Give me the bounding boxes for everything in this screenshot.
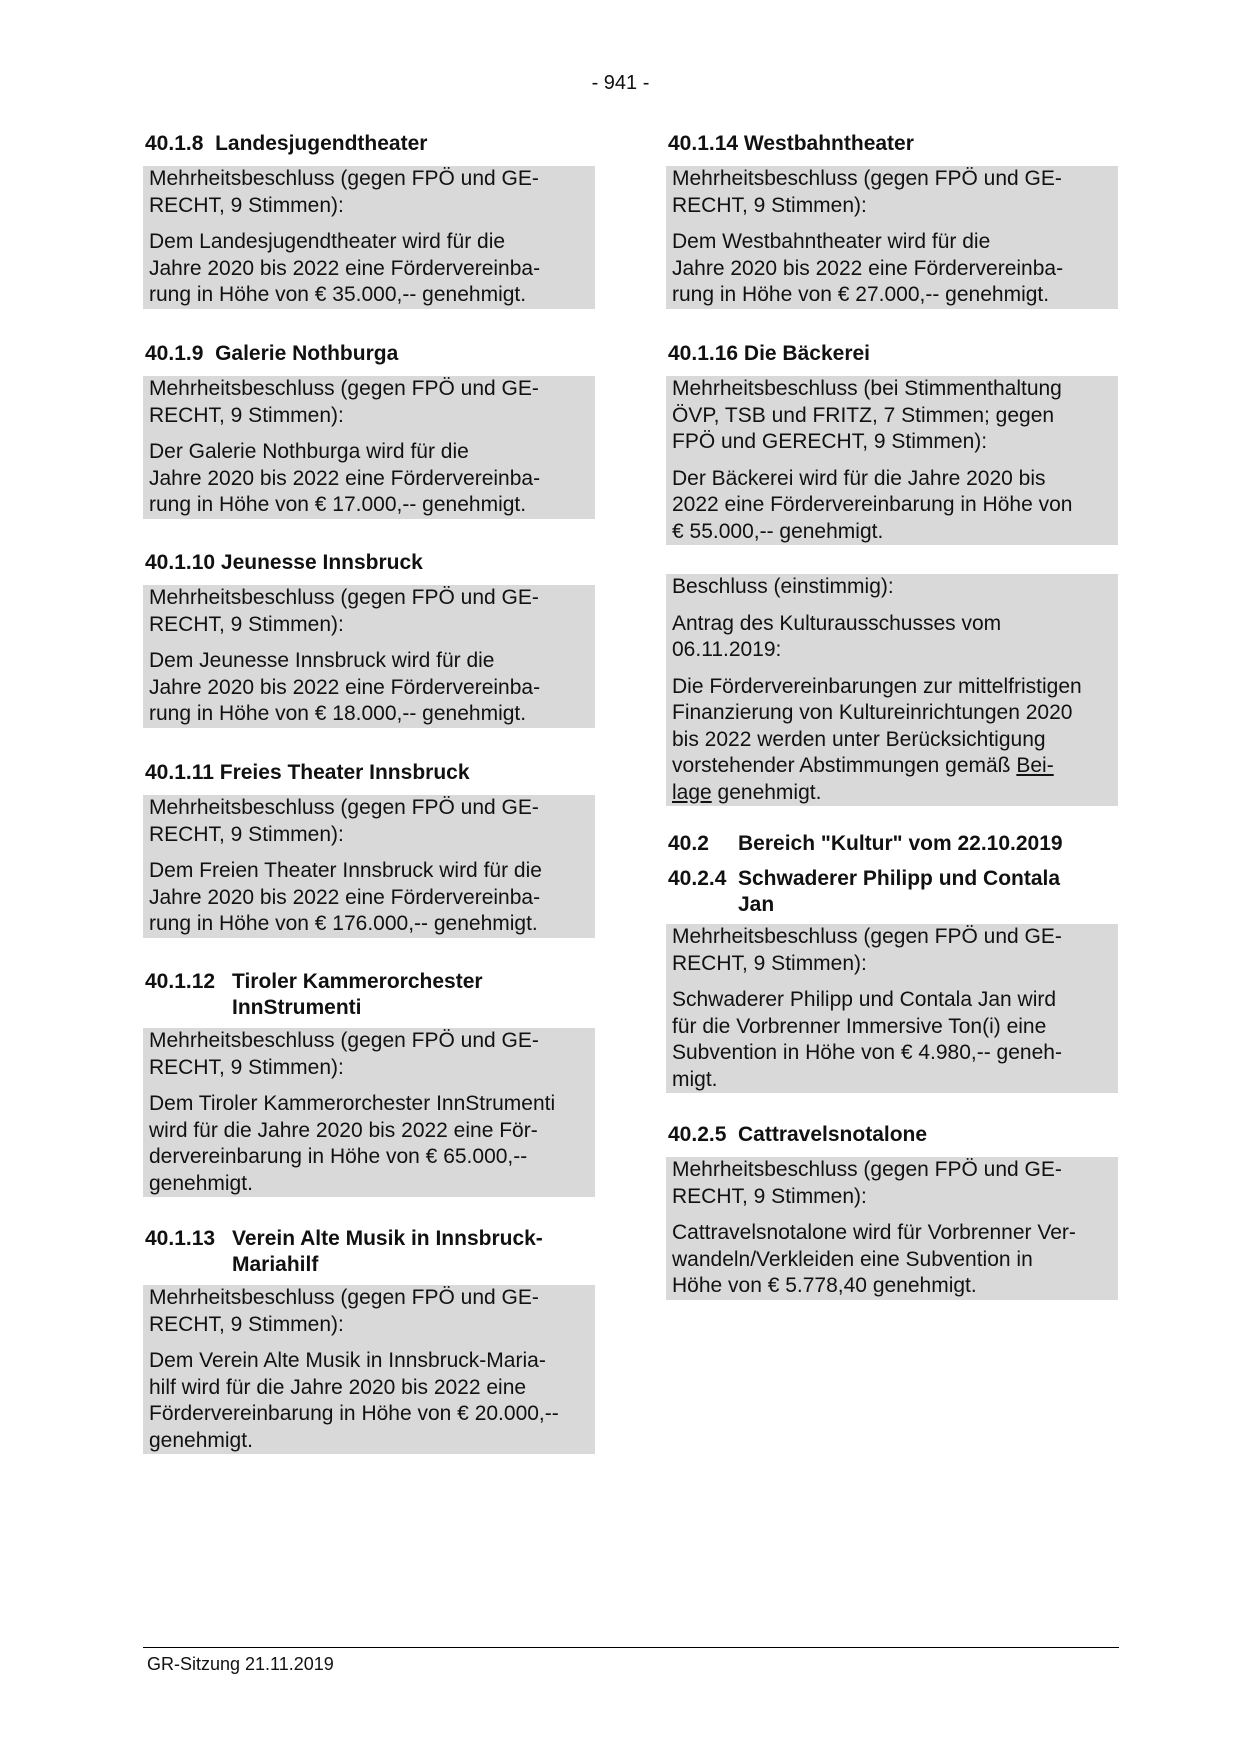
summary-text-after: genehmigt.	[711, 780, 822, 804]
page-number: - 941 -	[591, 72, 650, 94]
section-heading	[145, 760, 585, 786]
section-heading	[145, 969, 585, 1021]
resolution-text: Schwaderer Philipp und Contala Jan wird für die Vorbrenner Immersive Ton(i) eine Subvention in Höhe von € 4.980,-- geneh- migt.	[672, 988, 1062, 1091]
section-title: Verein Alte Musik in Innsbruck- Mariahilf	[232, 1227, 543, 1276]
section-title: Galerie Nothburga	[215, 342, 399, 365]
resolution-text: Dem Landesjugendtheater wird für die Jahre 2020 bis 2022 eine Fördervereinba- rung in Höhe von € 35.000,-- genehmigt.	[149, 230, 541, 306]
decision-text: Mehrheitsbeschluss (gegen FPÖ und GE- RECHT, 9 Stimmen):	[672, 1158, 1062, 1208]
decision-text: Mehrheitsbeschluss (gegen FPÖ und GE- RECHT, 9 Stimmen):	[149, 1029, 539, 1079]
decision-text: Mehrheitsbeschluss (gegen FPÖ und GE- RECHT, 9 Stimmen):	[149, 586, 539, 636]
resolution-text: Der Galerie Nothburga wird für die Jahre 2020 bis 2022 eine Fördervereinba- rung in Höhe von € 17.000,-- genehmigt.	[149, 440, 541, 516]
decision-box	[143, 795, 595, 938]
attachment-link-continued[interactable]: lage	[672, 780, 712, 804]
decision-box	[143, 1285, 595, 1454]
resolution-text: Cattravelsnotalone wird für Vorbrenner Ver- wandeln/Verkleiden eine Subvention in Höhe von € 5.778,40 genehmigt.	[672, 1221, 1076, 1297]
summary-text	[668, 674, 1116, 807]
resolution-text: Der Bäckerei wird für die Jahre 2020 bis 2022 eine Fördervereinbarung in Höhe von € 55.000,-- genehmigt.	[672, 466, 1073, 543]
section-number: 40.1.14	[668, 132, 739, 155]
section-title: Freies Theater Innsbruck	[219, 761, 470, 784]
section-number: 40.1.10	[145, 551, 216, 574]
section-title: Landesjugendtheater	[215, 132, 428, 155]
resolution-text: Dem Tiroler Kammerorchester InnStrumenti wird für die Jahre 2020 bis 2022 eine För- dervereinbarung in Höhe von € 65.000,-- genehmigt.	[149, 1092, 556, 1195]
section-title: Westbahntheater	[743, 132, 914, 155]
section-heading	[668, 131, 1108, 157]
section-number: 40.1.13	[145, 1227, 216, 1250]
attachment-link[interactable]: Bei-	[1016, 754, 1054, 777]
decision-box	[666, 924, 1118, 1093]
section-title: Jeunesse Innsbruck	[220, 551, 423, 574]
section-number: 40.1.11	[145, 761, 214, 784]
resolution-text: Dem Verein Alte Musik in Innsbruck-Maria- hilf wird für die Jahre 2020 bis 2022 eine Fördervereinbarung in Höhe von € 20.000,-- genehmigt.	[149, 1349, 559, 1452]
section-heading	[668, 1122, 1108, 1148]
section-title: Bereich "Kultur" vom 22.10.2019	[738, 832, 1063, 855]
decision-text: Mehrheitsbeschluss (gegen FPÖ und GE- RECHT, 9 Stimmen):	[149, 377, 539, 427]
section-number: 40.1.8	[145, 132, 204, 155]
decision-text: Mehrheitsbeschluss (bei Stimmenthaltung ÖVP, TSB und FRITZ, 7 Stimmen; gegen FPÖ und GERECHT, 9 Stimmen):	[672, 377, 1062, 453]
section-number: 40.2.5	[668, 1123, 727, 1146]
summary-text-before: Die Fördervereinbarungen zur mittelfristigen Finanzierung von Kultureinrichtungen 2020 bis 2022 werden unter Berücksichtigung vorstehender Abstimmungen gemäß	[672, 674, 1082, 777]
section-number: 40.1.9	[145, 342, 204, 365]
decision-box	[143, 585, 595, 728]
section-number: 40.2.4	[668, 867, 727, 890]
resolution-text: Dem Jeunesse Innsbruck wird für die Jahre 2020 bis 2022 eine Fördervereinba- rung in Höhe von € 18.000,-- genehmigt.	[149, 649, 541, 725]
section-heading	[145, 341, 585, 367]
section-40-2-heading	[668, 831, 1108, 857]
decision-box	[666, 376, 1118, 545]
decision-text: Mehrheitsbeschluss (gegen FPÖ und GE- RECHT, 9 Stimmen):	[149, 167, 539, 217]
section-heading	[145, 550, 585, 576]
section-heading	[145, 1226, 585, 1278]
decision-text: Mehrheitsbeschluss (gegen FPÖ und GE- RECHT, 9 Stimmen):	[149, 796, 539, 846]
decision-text: Mehrheitsbeschluss (gegen FPÖ und GE- RECHT, 9 Stimmen):	[672, 925, 1062, 975]
resolution-text: Dem Freien Theater Innsbruck wird für die Jahre 2020 bis 2022 eine Fördervereinba- rung in Höhe von € 176.000,-- genehmigt.	[149, 859, 542, 935]
section-title: Tiroler Kammerorchester InnStrumenti	[232, 970, 483, 1019]
decision-box	[143, 166, 595, 309]
section-heading	[145, 131, 585, 157]
section-title: Cattravelsnotalone	[738, 1123, 928, 1146]
decision-box	[666, 1157, 1118, 1300]
summary-box	[666, 574, 1118, 806]
section-number: 40.2	[668, 832, 709, 855]
summary-motion: Antrag des Kulturausschusses vom 06.11.2019:	[672, 611, 1002, 661]
section-title: Schwaderer Philipp und Contala Jan	[738, 867, 1061, 916]
decision-text: Mehrheitsbeschluss (gegen FPÖ und GE- RECHT, 9 Stimmen):	[672, 167, 1062, 217]
footer: GR-Sitzung 21.11.2019	[147, 1654, 334, 1674]
section-heading	[668, 341, 1108, 367]
decision-text: Mehrheitsbeschluss (gegen FPÖ und GE- RECHT, 9 Stimmen):	[149, 1286, 539, 1336]
section-number: 40.1.16	[668, 342, 739, 365]
footer-divider	[143, 1647, 1119, 1648]
decision-box	[666, 166, 1118, 309]
decision-box	[143, 1028, 595, 1197]
section-title: Die Bäckerei	[743, 342, 871, 365]
section-number: 40.1.12	[145, 970, 216, 993]
summary-decision: Beschluss (einstimmig):	[672, 575, 894, 598]
resolution-text: Dem Westbahntheater wird für die Jahre 2020 bis 2022 eine Fördervereinba- rung in Höhe von € 27.000,-- genehmigt.	[672, 230, 1064, 306]
decision-box	[143, 376, 595, 519]
section-heading	[668, 866, 1108, 918]
